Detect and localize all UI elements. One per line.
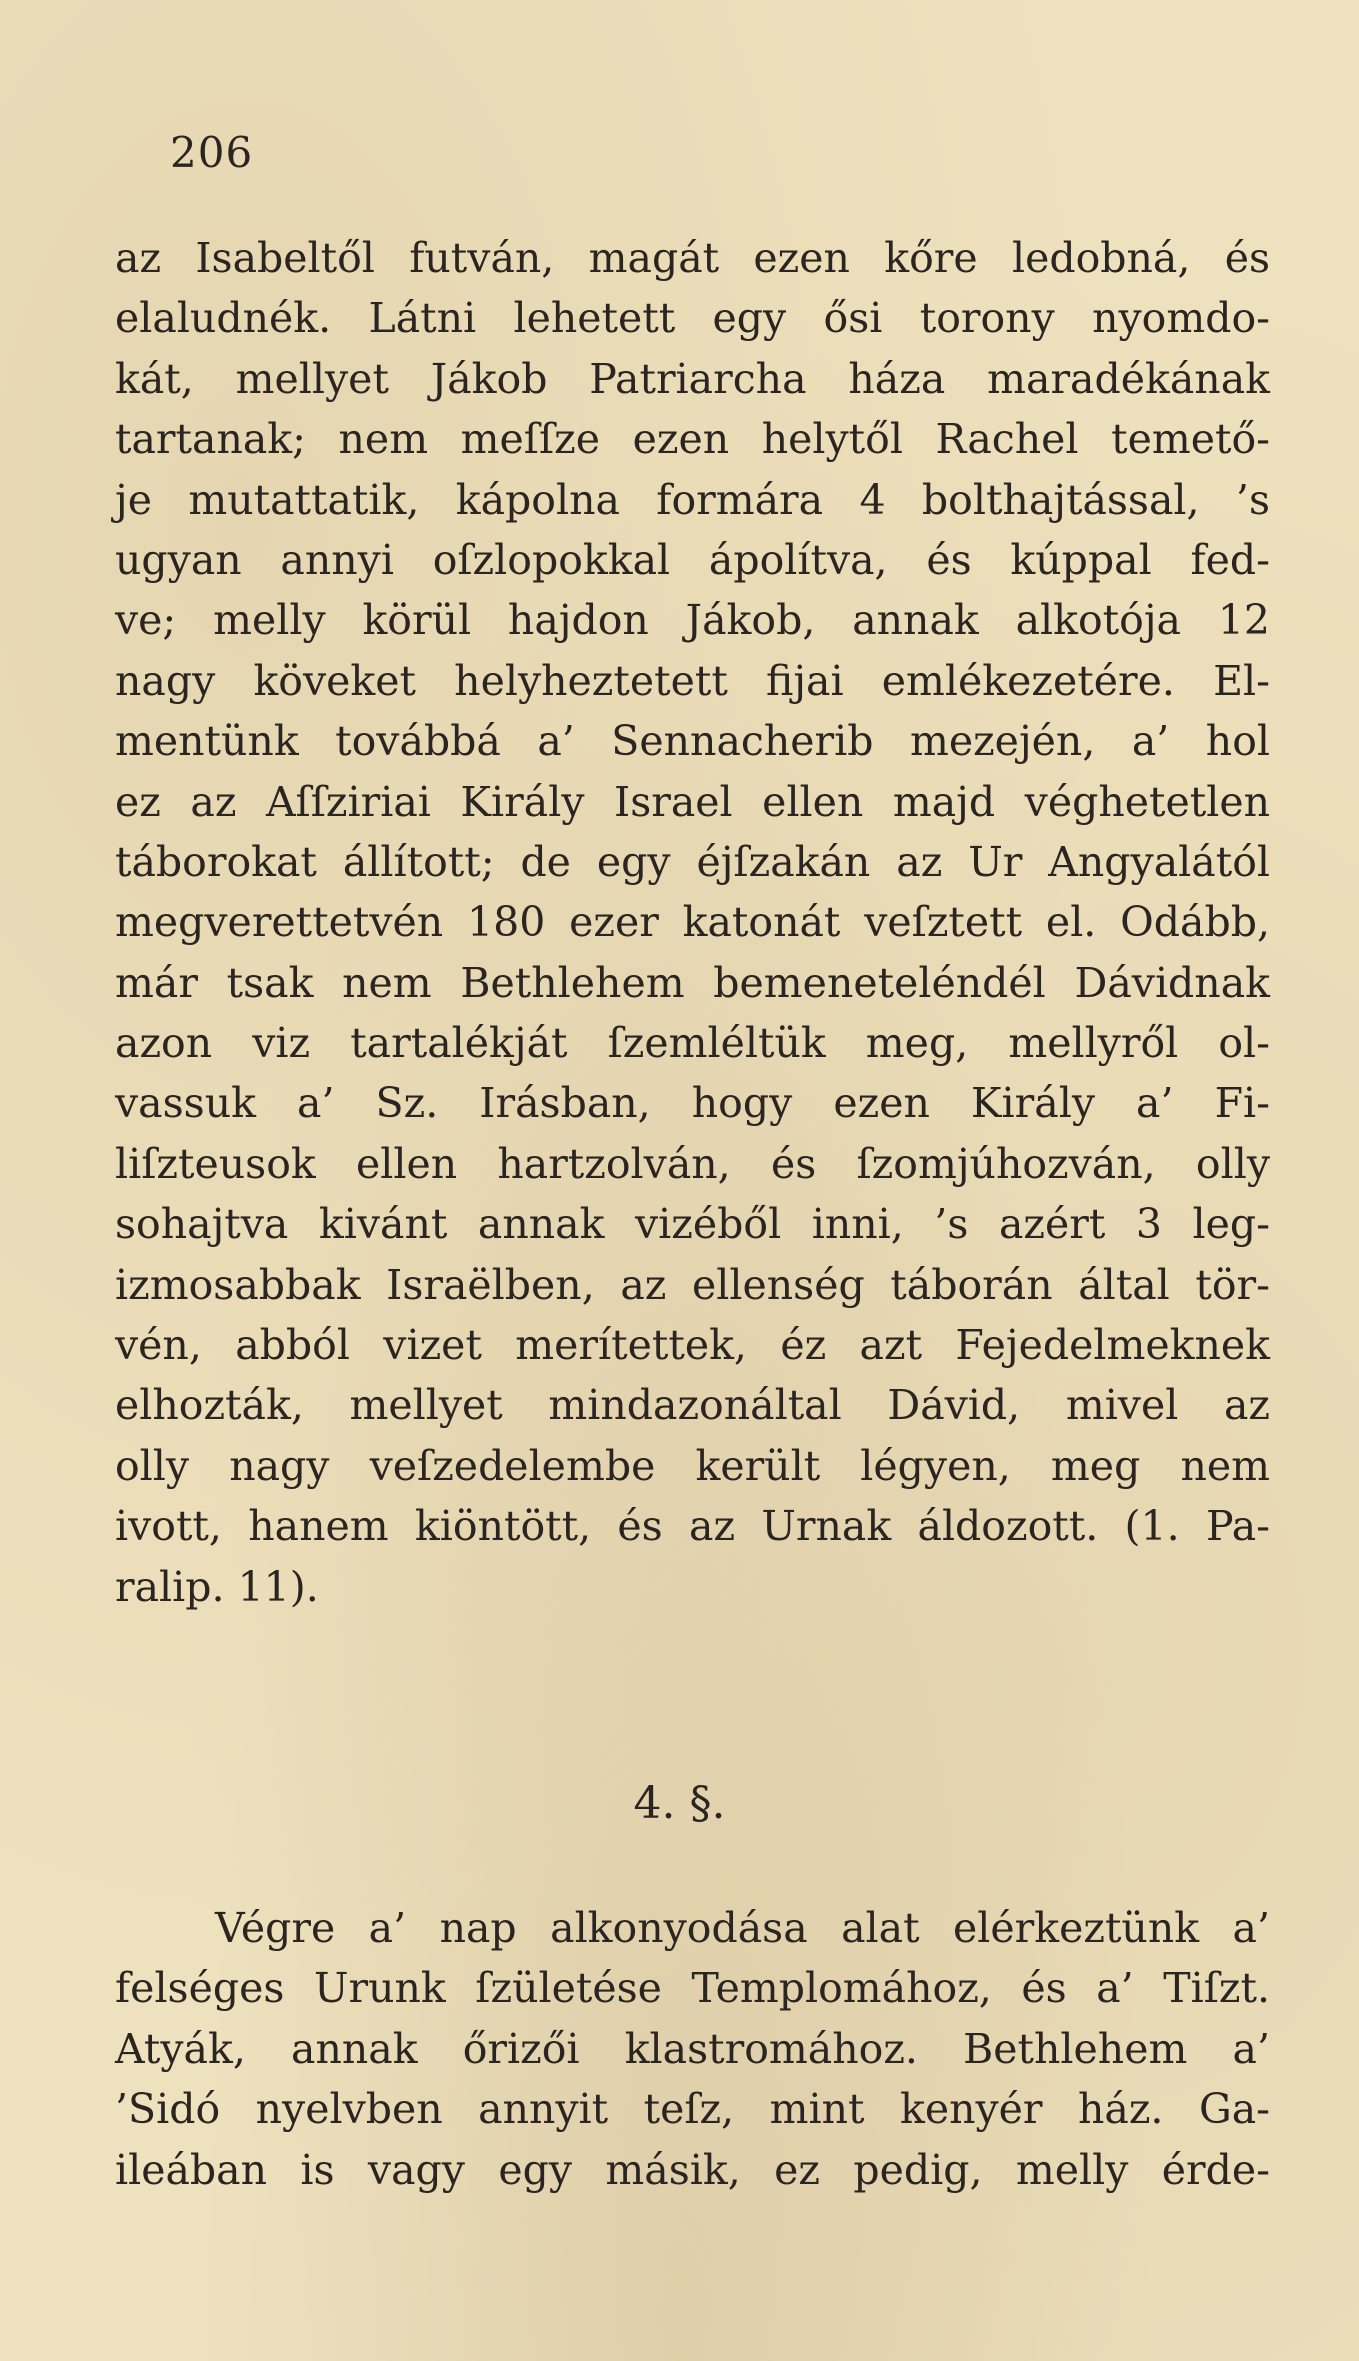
text-line: mentünk továbbá a’ Sennacherib mezején, a’ hol [115, 717, 1270, 766]
text-line: már tsak nem Bethlehem bemeneteléndél Dávidnak [115, 958, 1270, 1007]
text-line: ivott, hanem kiöntött, és az Urnak áldozott. (1. Pa- [115, 1502, 1270, 1551]
page-number: 206 [170, 128, 254, 177]
text-line: ugyan annyi oſzlopokkal ápolítva, és kúppal fed- [115, 535, 1270, 584]
text-line: Végre a’ nap alkonyodása alat elérkeztünk a’ [215, 1904, 1270, 1952]
text-line: elaludnék. Látni lehetett egy ősi torony nyomdo- [115, 294, 1270, 343]
text-line: je mutattatik, kápolna formára 4 bolthajtással, ’s [115, 475, 1270, 524]
text-line: liſzteusok ellen hartzolván, és ſzomjúhozván, olly [115, 1139, 1270, 1188]
text-line: táborokat állított; de egy éjſzakán az Ur Angyalától [115, 837, 1270, 886]
text-line: ez az Aſſziriai Király Israel ellen majd véghetetlen [115, 777, 1270, 826]
text-line: az Isabeltől futván, magát ezen kőre ledobná, és [115, 234, 1270, 282]
text-line: megverettetvén 180 ezer katonát veſztett el. Odább, [115, 898, 1270, 947]
text-line: elhozták, mellyet mindazonáltal Dávid, mivel az [115, 1381, 1270, 1430]
section-heading: 4. §. [633, 1778, 726, 1829]
text-line: ralip. 11). [115, 1562, 319, 1611]
text-line: kát, mellyet Jákob Patriarcha háza maradékának [115, 354, 1270, 403]
text-line: Atyák, annak őrizői klastromához. Bethlehem a’ [115, 2024, 1270, 2073]
text-line: sohajtva kivánt annak vizéből inni, ’s azért 3 leg- [115, 1200, 1270, 1249]
text-line: felséges Urunk ſzületése Templomához, és a’ Tiſzt. [115, 1964, 1270, 2013]
text-line: azon viz tartalékját ſzemléltük meg, mellyről ol- [115, 1019, 1270, 1068]
text-line: tartanak; nem meſſze ezen helytől Rachel temető- [115, 415, 1270, 464]
text-line: ve; melly körül hajdon Jákob, annak alkotója 12 [115, 596, 1270, 645]
paragraph-2 [115, 1898, 1270, 2200]
text-line: ileában is vagy egy másik, ez pedig, melly érde- [115, 2145, 1270, 2194]
text-line: olly nagy veſzedelembe került légyen, meg nem [115, 1441, 1270, 1490]
paragraph-1 [115, 228, 1270, 1617]
text-line: vén, abból vizet merítettek, éz azt Fejedelmeknek [115, 1321, 1270, 1370]
text-line: ’Sidó nyelvben annyit teſz, mint kenyér ház. Ga- [115, 2085, 1270, 2134]
text-line: nagy köveket helyheztetett fijai emlékezetére. El- [115, 656, 1270, 705]
text-line: vassuk a’ Sz. Irásban, hogy ezen Király a’ Fi- [115, 1079, 1270, 1128]
text-line: izmosabbak Israëlben, az ellenség táborán által tör- [115, 1260, 1270, 1309]
